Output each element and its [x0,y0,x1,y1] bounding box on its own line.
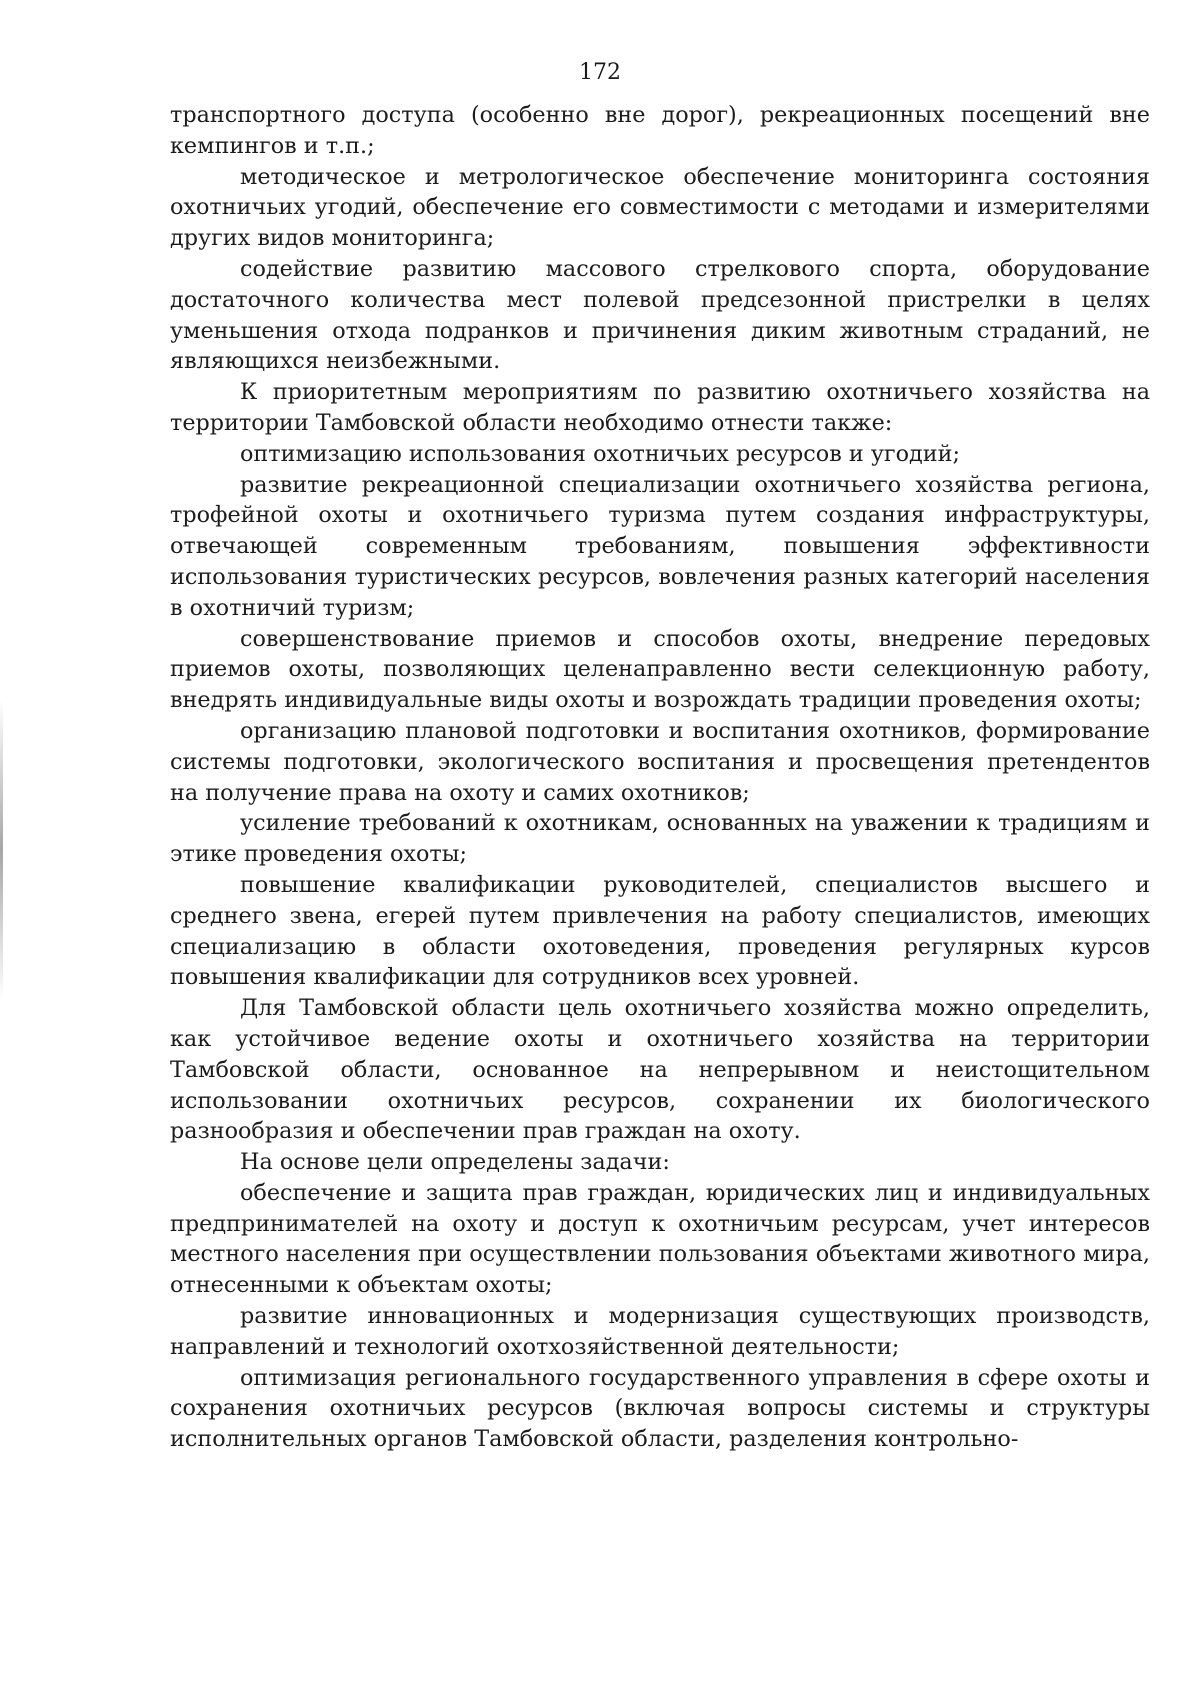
paragraph: оптимизацию использования охотничьих ресурсов и угодий; [240,440,960,467]
paragraph: Для Тамбовской области цель охотничьего хозяйства можно определить, как устойчивое ведение охоты и охотничьего хозяйства на территории Тамбовской области, основанное на непрерывном и неистощительном использовании охотничьих ресурсов, сохранении их биологического разнообразия и обеспечении прав граждан на охоту. [170,995,1150,1145]
paragraph: развитие инновационных и модернизация существующих производств, направлений и технологий охотхозяйственной деятельности; [170,1303,1150,1360]
paragraph: развитие рекреационной специализации охотничьего хозяйства региона, трофейной охоты и охотничьего туризма путем создания инфраструктуры, отвечающей современным требованиям, повышения эффективности использования туристических ресурсов, вовлечения разных категорий населения в охотничий туризм; [170,471,1150,621]
paragraph: методическое и метрологическое обеспечение мониторинга состояния охотничьих угодий, обеспечение его совместимости с методами и измерителями других видов мониторинга; [170,163,1150,252]
scan-edge-shadow [0,700,3,1000]
paragraph: оптимизация регионального государственного управления в сфере охоты и сохранения охотничьих ресурсов (включая вопросы системы и структуры исполнительных органов Тамбовской области, разделения контрольно- [170,1364,1150,1453]
paragraph: обеспечение и защита прав граждан, юридических лиц и индивидуальных предпринимателей на охоту и доступ к охотничьим ресурсам, учет интересов местного населения при осуществлении пользования объектами животного мира, отнесенными к объектам охоты; [170,1179,1150,1299]
paragraph: повышение квалификации руководителей, специалистов высшего и среднего звена, егерей путем привлечения на работу специалистов, имеющих специализацию в области охотоведения, проведения регулярных курсов повышения квалификации для сотрудников всех уровней. [170,871,1150,991]
paragraph: К приоритетным мероприятиям по развитию охотничьего хозяйства на территории Тамбовской области необходимо отнести также: [170,379,1150,436]
paragraph: транспортного доступа (особенно вне дорог), рекреационных посещений вне кемпингов и т.п.; [170,102,1150,159]
page-number: 172 [579,60,621,85]
paragraph: усиление требований к охотникам, основанных на уважении к традициям и этике проведения охоты; [170,810,1150,868]
paragraph: совершенствование приемов и способов охоты, внедрение передовых приемов охоты, позволяющих целенаправленно вести селекционную работу, внедрять индивидуальные виды охоты и возрождать традиции проведения охоты; [170,625,1150,714]
body-text [170,100,1150,1455]
paragraph: На основе цели определены задачи: [240,1149,670,1176]
paragraph: организацию плановой подготовки и воспитания охотников, формирование системы подготовки, экологического воспитания и просвещения претендентов на получение права на охоту и самих охотников; [170,717,1150,806]
paragraph: содействие развитию массового стрелкового спорта, оборудование достаточного количества мест полевой предсезонной пристрелки в целях уменьшения отхода подранков и причинения диким животным страданий, не являющихся неизбежными. [170,255,1150,375]
